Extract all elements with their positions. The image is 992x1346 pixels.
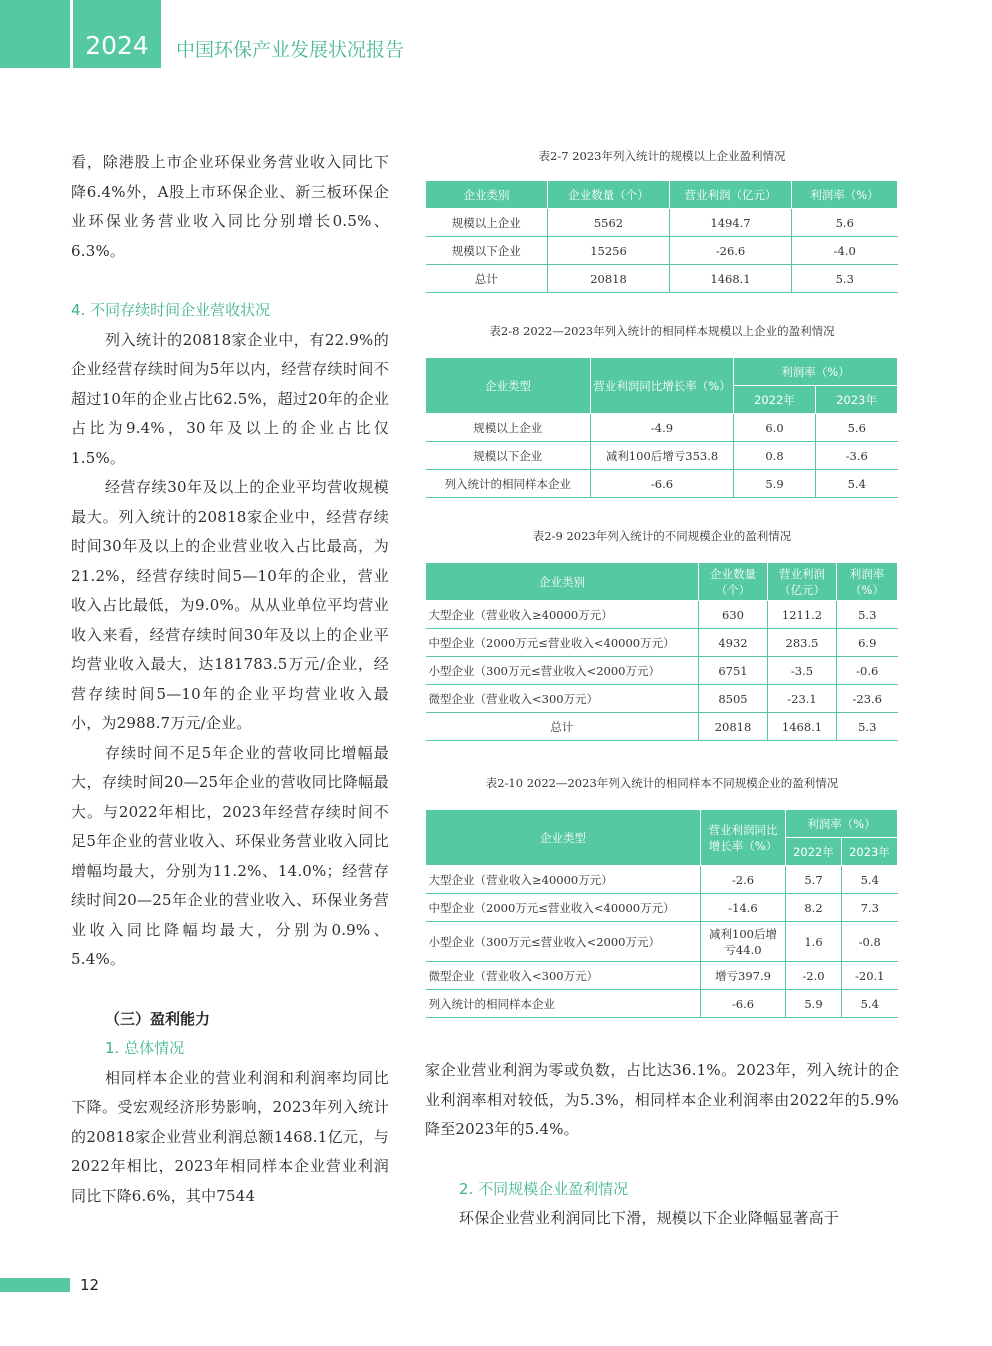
- table-cell: 中型企业（2000万元≤营业收入<40000万元）: [426, 894, 701, 922]
- table-cell: -4.9: [591, 414, 734, 442]
- table-cell: 0.8: [734, 442, 816, 470]
- table-row: [426, 894, 898, 922]
- table-cell: 列入统计的相同样本企业: [426, 470, 591, 498]
- table-cell: 8505: [699, 685, 768, 713]
- column-header: 企业类别: [426, 181, 548, 209]
- table-cell: -3.6: [816, 442, 898, 470]
- table-row: [426, 657, 898, 685]
- table-cell: 大型企业（营业收入≥40000万元）: [426, 866, 701, 894]
- table-cell: 5.9: [786, 990, 842, 1018]
- table-row: [426, 922, 898, 962]
- table-cell: 5.9: [734, 470, 816, 498]
- paragraph: 相同样本企业的营业利润和利润率均同比下降。受宏观经济形势影响，2023年列入统计的20818家企业营业利润总额1468.1亿元，与2022年相比，2023年相同样本企业营业利润同比下降6.6%，其中7544: [71, 1068, 389, 1205]
- header-bar: [0, 0, 70, 68]
- table-cell: 减利100后增亏353.8: [591, 442, 734, 470]
- table-row: [426, 962, 898, 990]
- table-cell: 1.6: [786, 922, 842, 962]
- table-cell: 总计: [426, 265, 548, 293]
- table-cell: 6.0: [734, 414, 816, 442]
- table-cell: 5562: [548, 209, 670, 237]
- table-cell: 630: [699, 601, 768, 629]
- table-cell: 5.3: [792, 265, 898, 293]
- column-header: 企业类型: [426, 358, 591, 414]
- table-2-9: [425, 562, 898, 741]
- table-cell: -14.6: [701, 894, 786, 922]
- table-caption: 表2-10 2022—2023年列入统计的相同样本不同规模企业的盈利情况: [485, 776, 839, 790]
- column-header: 利润率（%）: [734, 358, 898, 386]
- table-cell: -0.6: [837, 657, 898, 685]
- right-column: [425, 148, 899, 1234]
- column-header: 企业数量（个）: [548, 181, 670, 209]
- column-header: 企业类别: [426, 563, 699, 601]
- table-cell: 5.6: [792, 209, 898, 237]
- table-cell: 5.3: [837, 713, 898, 741]
- table-row: [426, 442, 898, 470]
- table-cell: 规模以下企业: [426, 442, 591, 470]
- table-cell: -26.6: [670, 237, 792, 265]
- table-2-7: [425, 180, 898, 293]
- table-caption: 表2-7 2023年列入统计的规模以上企业盈利情况: [538, 149, 786, 163]
- table-cell: 1211.2: [768, 601, 837, 629]
- section-heading: 1. 总体情况: [105, 1039, 185, 1057]
- table-cell: -20.1: [842, 962, 898, 990]
- table-cell: 规模以上企业: [426, 414, 591, 442]
- table-row: [426, 866, 898, 894]
- table-cell: 微型企业（营业收入<300万元）: [426, 685, 699, 713]
- table-cell: 减利100后增亏44.0: [701, 922, 786, 962]
- table-cell: 15256: [548, 237, 670, 265]
- column-header: 2022年: [786, 838, 842, 866]
- table-cell: -0.8: [842, 922, 898, 962]
- table-row: [426, 414, 898, 442]
- table-cell: -4.0: [792, 237, 898, 265]
- column-header: 营业利润（亿元）: [768, 563, 837, 601]
- paragraph: 环保企业营业利润同比下滑，规模以下企业降幅显著高于: [459, 1209, 840, 1227]
- table-cell: 1468.1: [768, 713, 837, 741]
- footer-bar: [0, 1278, 70, 1292]
- table-caption: 表2-9 2023年列入统计的不同规模企业的盈利情况: [532, 529, 792, 543]
- paragraph: 列入统计的20818家企业中，有22.9%的企业经营存续时间为5年以内，经营存续时间不超过10年的企业占比62.5%，超过20年的企业占比为9.4%，30年及以上的企业占比仅1.5%。: [71, 330, 389, 467]
- column-header: 营业利润（亿元）: [670, 181, 792, 209]
- table-cell: 5.4: [816, 470, 898, 498]
- table-cell: 6.9: [837, 629, 898, 657]
- table-row: [426, 237, 898, 265]
- table-2-8: [425, 357, 898, 498]
- column-header: 营业利润同比增长率（%）: [701, 810, 786, 866]
- table-cell: 20818: [548, 265, 670, 293]
- table-cell: 7.3: [842, 894, 898, 922]
- table-row: [426, 601, 898, 629]
- section-heading: （三）盈利能力: [105, 1009, 211, 1028]
- table-row: [426, 209, 898, 237]
- table-cell: 1494.7: [670, 209, 792, 237]
- section-heading: 2. 不同规模企业盈利情况: [459, 1179, 629, 1198]
- table-cell: 规模以下企业: [426, 237, 548, 265]
- column-header: 2023年: [842, 838, 898, 866]
- table-cell: 4932: [699, 629, 768, 657]
- table-cell: 中型企业（2000万元≤营业收入<40000万元）: [426, 629, 699, 657]
- table-cell: 总计: [426, 713, 699, 741]
- column-header: 营业利润同比增长率（%）: [591, 358, 734, 414]
- page-number: 12: [80, 1276, 100, 1294]
- column-header: 2023年: [816, 386, 898, 414]
- table-cell: 小型企业（300万元≤营业收入<2000万元）: [426, 657, 699, 685]
- header-title: 中国环保产业发展状况报告: [176, 39, 405, 61]
- paragraph: 看，除港股上市企业环保业务营业收入同比下降6.4%外，A股上市环保企业、新三板环保企业环保业务营业收入同比分别增长0.5%、6.3%。: [71, 153, 389, 260]
- column-header: 利润率（%）: [786, 810, 898, 838]
- table-cell: -6.6: [701, 990, 786, 1018]
- table-caption: 表2-8 2022—2023年列入统计的相同样本规模以上企业的盈利情况: [489, 324, 835, 338]
- table-cell: 5.3: [837, 601, 898, 629]
- table-cell: -6.6: [591, 470, 734, 498]
- section-heading: 4. 不同存续时间企业营收状况: [71, 301, 271, 319]
- table-cell: 增亏397.9: [701, 962, 786, 990]
- paragraph: 经营存续30年及以上的企业平均营收规模最大。列入统计的20818家企业中，经营存续时间30年及以上的企业营业收入占比最高，为21.2%，经营存续时间5—10年的企业，营业收入占比最低，为9.0%。从从业单位平均营业收入来看，经营存续时间30年及以上的企业平均营业收入最大，达181783.5万元/企业，经营存续时间5—10年的企业平均营业收入最小，为2988.7万元/企业。: [71, 478, 389, 732]
- column-header: 利润率（%）: [792, 181, 898, 209]
- table-row: [426, 470, 898, 498]
- table-cell: 1468.1: [670, 265, 792, 293]
- table-row: [426, 685, 898, 713]
- table-cell: 20818: [699, 713, 768, 741]
- table-2-10: [425, 809, 898, 1018]
- table-cell: 小型企业（300万元≤营业收入<2000万元）: [426, 922, 701, 962]
- table-cell: 规模以上企业: [426, 209, 548, 237]
- table-cell: 5.7: [786, 866, 842, 894]
- table-cell: -2.0: [786, 962, 842, 990]
- paragraph: 家企业营业利润为零或负数，占比达36.1%。2023年，列入统计的企业利润率相对较低，为5.3%，相同样本企业利润率由2022年的5.9%降至2023年的5.4%。: [425, 1061, 899, 1138]
- header-year: 2024: [73, 0, 161, 68]
- paragraph: 存续时间不足5年企业的营收同比增幅最大，存续时间20—25年企业的营收同比降幅最大。与2022年相比，2023年经营存续时间不足5年企业的营业收入、环保业务营业收入同比增幅均最大，分别为11.2%、14.0%；经营存续时间20—25年企业的营业收入、环保业务营业收入同比降幅均最大，分别为0.9%、5.4%。: [71, 743, 389, 968]
- table-cell: -23.6: [837, 685, 898, 713]
- table-cell: 6751: [699, 657, 768, 685]
- table-cell: 列入统计的相同样本企业: [426, 990, 701, 1018]
- column-header: 企业类型: [426, 810, 701, 866]
- table-cell: 微型企业（营业收入<300万元）: [426, 962, 701, 990]
- table-row: [426, 629, 898, 657]
- table-cell: 5.4: [842, 990, 898, 1018]
- table-row: [426, 990, 898, 1018]
- left-column: [71, 148, 389, 1211]
- table-cell: 5.6: [816, 414, 898, 442]
- column-header: 2022年: [734, 386, 816, 414]
- table-row: [426, 713, 898, 741]
- table-cell: -2.6: [701, 866, 786, 894]
- table-cell: 5.4: [842, 866, 898, 894]
- table-cell: -3.5: [768, 657, 837, 685]
- column-header: 企业数量（个）: [699, 563, 768, 601]
- table-cell: -23.1: [768, 685, 837, 713]
- table-row: [426, 265, 898, 293]
- table-cell: 大型企业（营业收入≥40000万元）: [426, 601, 699, 629]
- table-cell: 8.2: [786, 894, 842, 922]
- table-cell: 283.5: [768, 629, 837, 657]
- column-header: 利润率（%）: [837, 563, 898, 601]
